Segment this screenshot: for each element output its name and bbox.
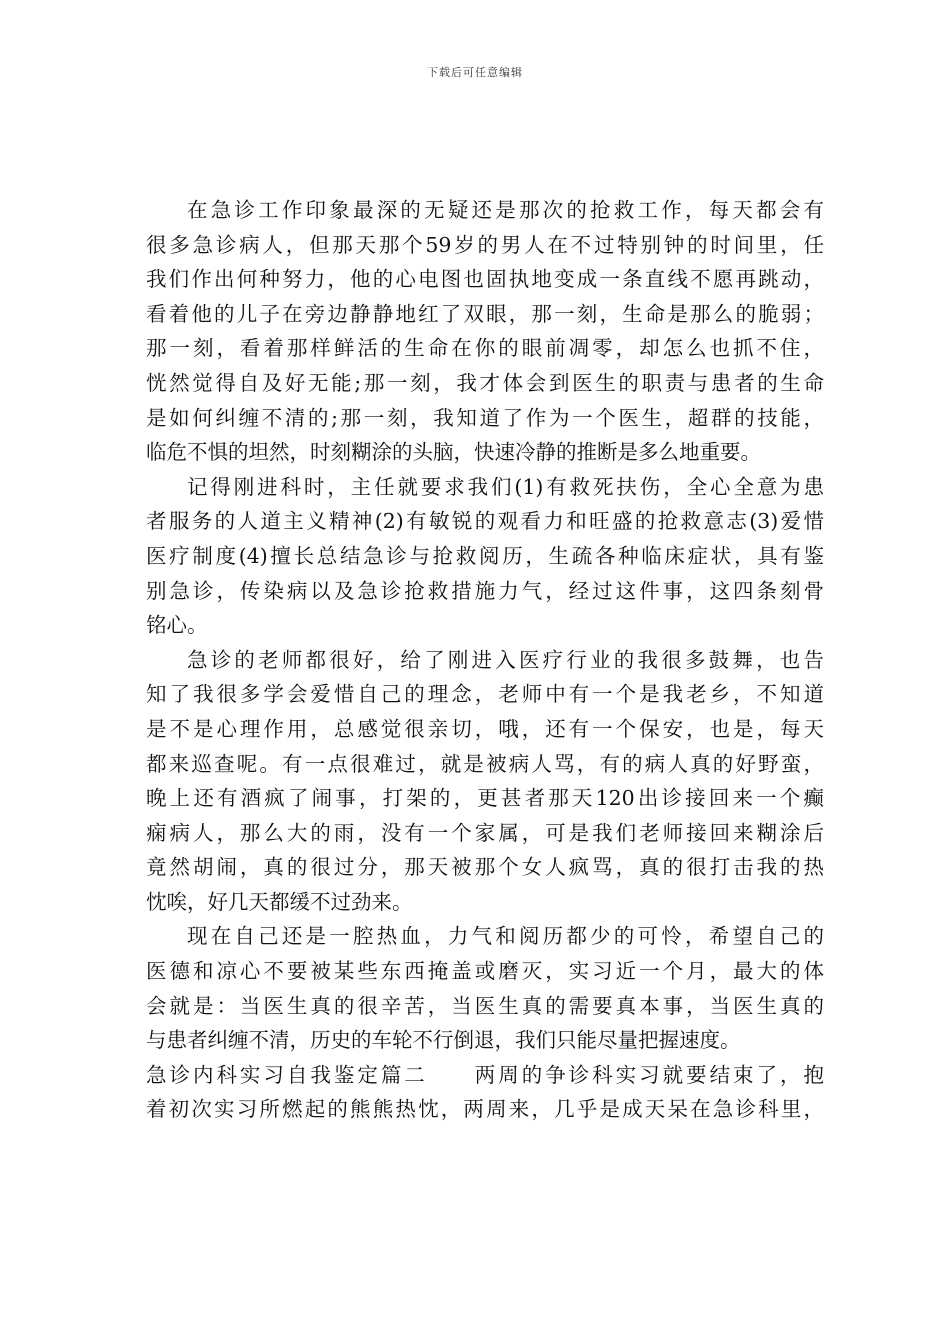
text-line: 是不是心理作用，总感觉很亲切，哦，还有一个保安，也是，每天 [146,716,824,741]
text-line: 记得刚进科时，主任就要求我们(1)有救死扶伤，全心全意为患 [187,474,824,499]
text-line: 看着他的儿子在旁边静静地红了双眼，那一刻，生命是那么的脆弱； [146,301,824,326]
text-line: 临危不惧的坦然，时刻糊涂的头脑，快速冷静的推断是多么地重要。 [146,440,761,465]
text-line: 铭心。 [146,613,208,638]
text-line: 急诊的老师都很好，给了刚进入医疗行业的我很多鼓舞，也告 [187,647,824,672]
text-line: 急诊内科实习自我鉴定篇二 两周的争诊科实习就要结束了，抱 [146,1062,824,1087]
text-line: 竟然胡闹，真的很过分，那天被那个女人疯骂，真的很打击我的热 [146,855,824,880]
document-body [146,193,824,1127]
text-line: 都来巡查呢。有一点很难过，就是被病人骂，有的病人真的好野蛮， [146,751,824,776]
text-line: 医德和凉心不要被某些东西掩盖或磨灭，实习近一个月，最大的体 [146,959,824,984]
text-line: 知了我很多学会爱惜自己的理念，老师中有一个是我老乡，不知道 [146,682,824,707]
text-line: 别急诊，传染病以及急诊抢救措施力气，经过这件事，这四条刻骨 [146,578,824,603]
text-line: 现在自己还是一腔热血，力气和阅历都少的可怜，希望自己的 [187,924,824,949]
text-line: 与患者纠缠不清，历史的车轮不行倒退，我们只能尽量把握速度。 [146,1028,741,1053]
text-line: 是如何纠缠不清的;那一刻，我知道了作为一个医生，超群的技能， [146,405,824,430]
text-line: 那一刻，看着那样鲜活的生命在你的眼前凋零，却怎么也抓不住， [146,336,824,361]
text-line: 着初次实习所燃起的熊熊热忱，两周来，几乎是成天呆在急诊科里， [146,1097,824,1122]
text-line: 恍然觉得自及好无能;那一刻，我才体会到医生的职责与患者的生命 [146,370,824,395]
text-line: 医疗制度(4)擅长总结急诊与抢救阅历，生疏各种临床症状，具有鉴 [146,543,824,568]
text-line: 我们作出何种努力，他的心电图也固执地变成一条直线不愿再跳动， [146,267,824,292]
text-line: 在急诊工作印象最深的无疑还是那次的抢救工作，每天都会有 [187,198,824,222]
text-line: 会就是：当医生真的很辛苦，当医生真的需要真本事，当医生真的 [146,993,824,1018]
text-line: 晚上还有酒疯了闹事，打架的，更甚者那天120出诊接回来一个癫 [146,786,824,811]
text-line: 忱唉，好几天都缓不过劲来。 [146,889,413,914]
text-line: 很多急诊病人，但那天那个59岁的男人在不过特别钟的时间里，任 [146,232,824,257]
text-line: 痫病人，那么大的雨，没有一个家属，可是我们老师接回来糊涂后 [146,820,824,845]
page-header: 下载后可任意编辑 [427,66,523,79]
text-line: 者服务的人道主义精神(2)有敏锐的观看力和旺盛的抢救意志(3)爱惜 [146,509,824,534]
